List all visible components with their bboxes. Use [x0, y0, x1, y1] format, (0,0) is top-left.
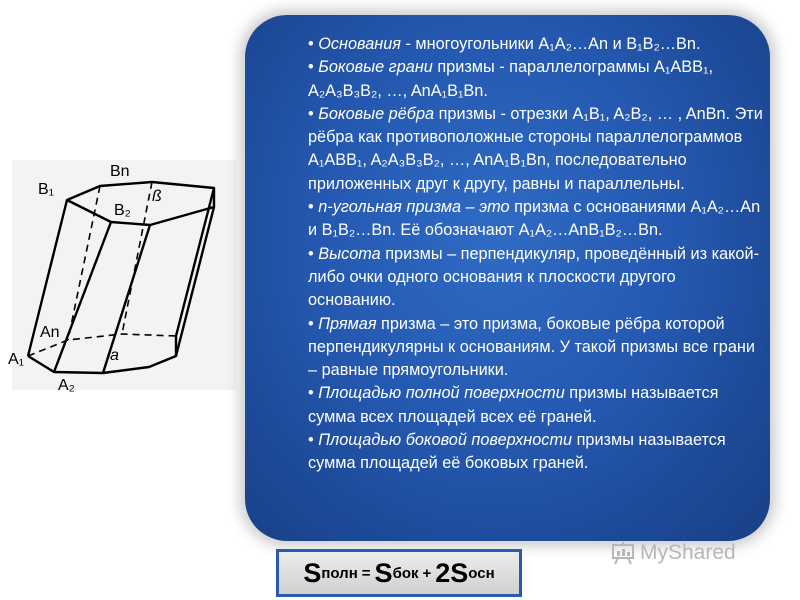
- surface-area-formula: [276, 549, 522, 597]
- vertex-label-bn: Bn: [110, 163, 130, 180]
- vertex-label-a1: A₁: [8, 351, 25, 368]
- info-item: • Боковые рёбра призмы - отрезки A₁B₁, A₂B₂, … , AnBn. Эти рёбра как противоположные стороны параллелограммов A₁ABB₁, A₂A₃B₃B₂, …, AnA₁B₁Bn, последовательно приложенных друг к другу, равны и параллельны.: [308, 104, 763, 193]
- info-item: • Высота призмы – перпендикуляр, проведённый из какой-либо очки одного основания к плоскости другого основанию.: [308, 244, 760, 310]
- vertex-label-an: An: [40, 324, 60, 341]
- formula-sub-base: осн: [468, 564, 495, 582]
- formula-s-full: S: [303, 557, 322, 588]
- bottom-base-edges: [28, 336, 176, 373]
- info-item-text: призмы называется сумма площадей её боковых граней.: [308, 431, 726, 473]
- info-item: • Боковые грани призмы - параллелограммы A₁ABB₁, A₂A₃B₃B₂, …, AnA₁B₁Bn.: [308, 58, 714, 100]
- info-item-term: Высота: [318, 244, 381, 263]
- formula-sub-full: полн: [321, 564, 358, 582]
- info-item-text: - многоугольники A₁A₂…An и B₁B₂…Bn.: [400, 35, 701, 53]
- info-panel-text: [308, 33, 763, 476]
- lateral-edge-right: [176, 207, 214, 356]
- info-item-text: призмы – перпендикуляр, проведённый из какой-либо очки одного основания к плоскости другого основанию.: [308, 244, 760, 310]
- info-item-term: Основания: [318, 35, 401, 53]
- watermark-text: MyShared: [640, 541, 736, 564]
- lateral-edge-back-right: [176, 188, 214, 336]
- info-item-term: Боковые грани: [318, 58, 433, 77]
- info-item-term: Боковые рёбра: [318, 104, 435, 123]
- formula-plus: +: [422, 564, 432, 582]
- info-item: • Прямая призма – это призма, боковые рёбра которой перпендикулярны к основаниям. У такой призмы все грани – равные прямоугольники.: [308, 314, 755, 380]
- vertex-label-a2: A₂: [58, 377, 75, 394]
- vertex-label-b1: B₁: [38, 181, 55, 198]
- info-item-term: n-угольная призма – это: [318, 198, 510, 217]
- formula-sub-lateral: бок: [392, 564, 419, 582]
- info-item: • n-угольная призма – это призма с основаниями A₁A₂…An и B₁B₂…Bn. Её обозначают A₁A₂…AnB₁B₂…Bn.: [308, 198, 761, 240]
- info-item-term: Прямая: [318, 314, 377, 333]
- info-item: • Площадью боковой поверхности призмы называется сумма площадей её боковых граней.: [308, 431, 726, 473]
- info-item-term: Площадью боковой поверхности: [318, 431, 573, 450]
- info-item: • Площадью полной поверхности призмы называется сумма всех площадей всех её граней.: [308, 384, 719, 426]
- info-item-text: призмы - отрезки A₁B₁, A₂B₂, … , AnBn. Эти рёбра как противоположные стороны параллелограммов A₁ABB₁, A₂A₃B₃B₂, …, AnA₁B₁Bn, последовательно приложенных друг к другу, равны и параллельны.: [308, 104, 763, 193]
- info-item: • Основания - многоугольники A₁A₂…An и B₁B₂…Bn.: [308, 35, 701, 53]
- formula-s-lateral: S: [374, 557, 393, 588]
- formula-2s-base: 2S: [435, 557, 469, 588]
- info-item-text: призма – это призма, боковые рёбра которой перпендикулярны к основаниям. У такой призмы все грани – равные прямоугольники.: [308, 314, 755, 380]
- info-item-text: призмы называется сумма всех площадей всех её граней.: [308, 384, 719, 426]
- edge-label-a: a: [110, 347, 119, 364]
- watermark: [610, 540, 770, 566]
- lateral-edge-left: [54, 222, 111, 372]
- vertex-label-b2: B₂: [114, 202, 131, 219]
- info-item-text: призма с основаниями A₁A₂…An и B₁B₂…Bn. Её обозначают A₁A₂…AnB₁B₂…Bn.: [308, 198, 761, 240]
- top-base-polygon: [67, 182, 214, 225]
- formula-equals: =: [361, 564, 371, 582]
- presentation-board-icon: [610, 541, 636, 565]
- info-item-term: Площадью полной поверхности: [318, 384, 565, 403]
- info-item-text: призмы - параллелограммы A₁ABB₁, A₂A₃B₃B₂, …, AnA₁B₁Bn.: [308, 58, 714, 100]
- vertex-label-beta: ß: [152, 188, 162, 205]
